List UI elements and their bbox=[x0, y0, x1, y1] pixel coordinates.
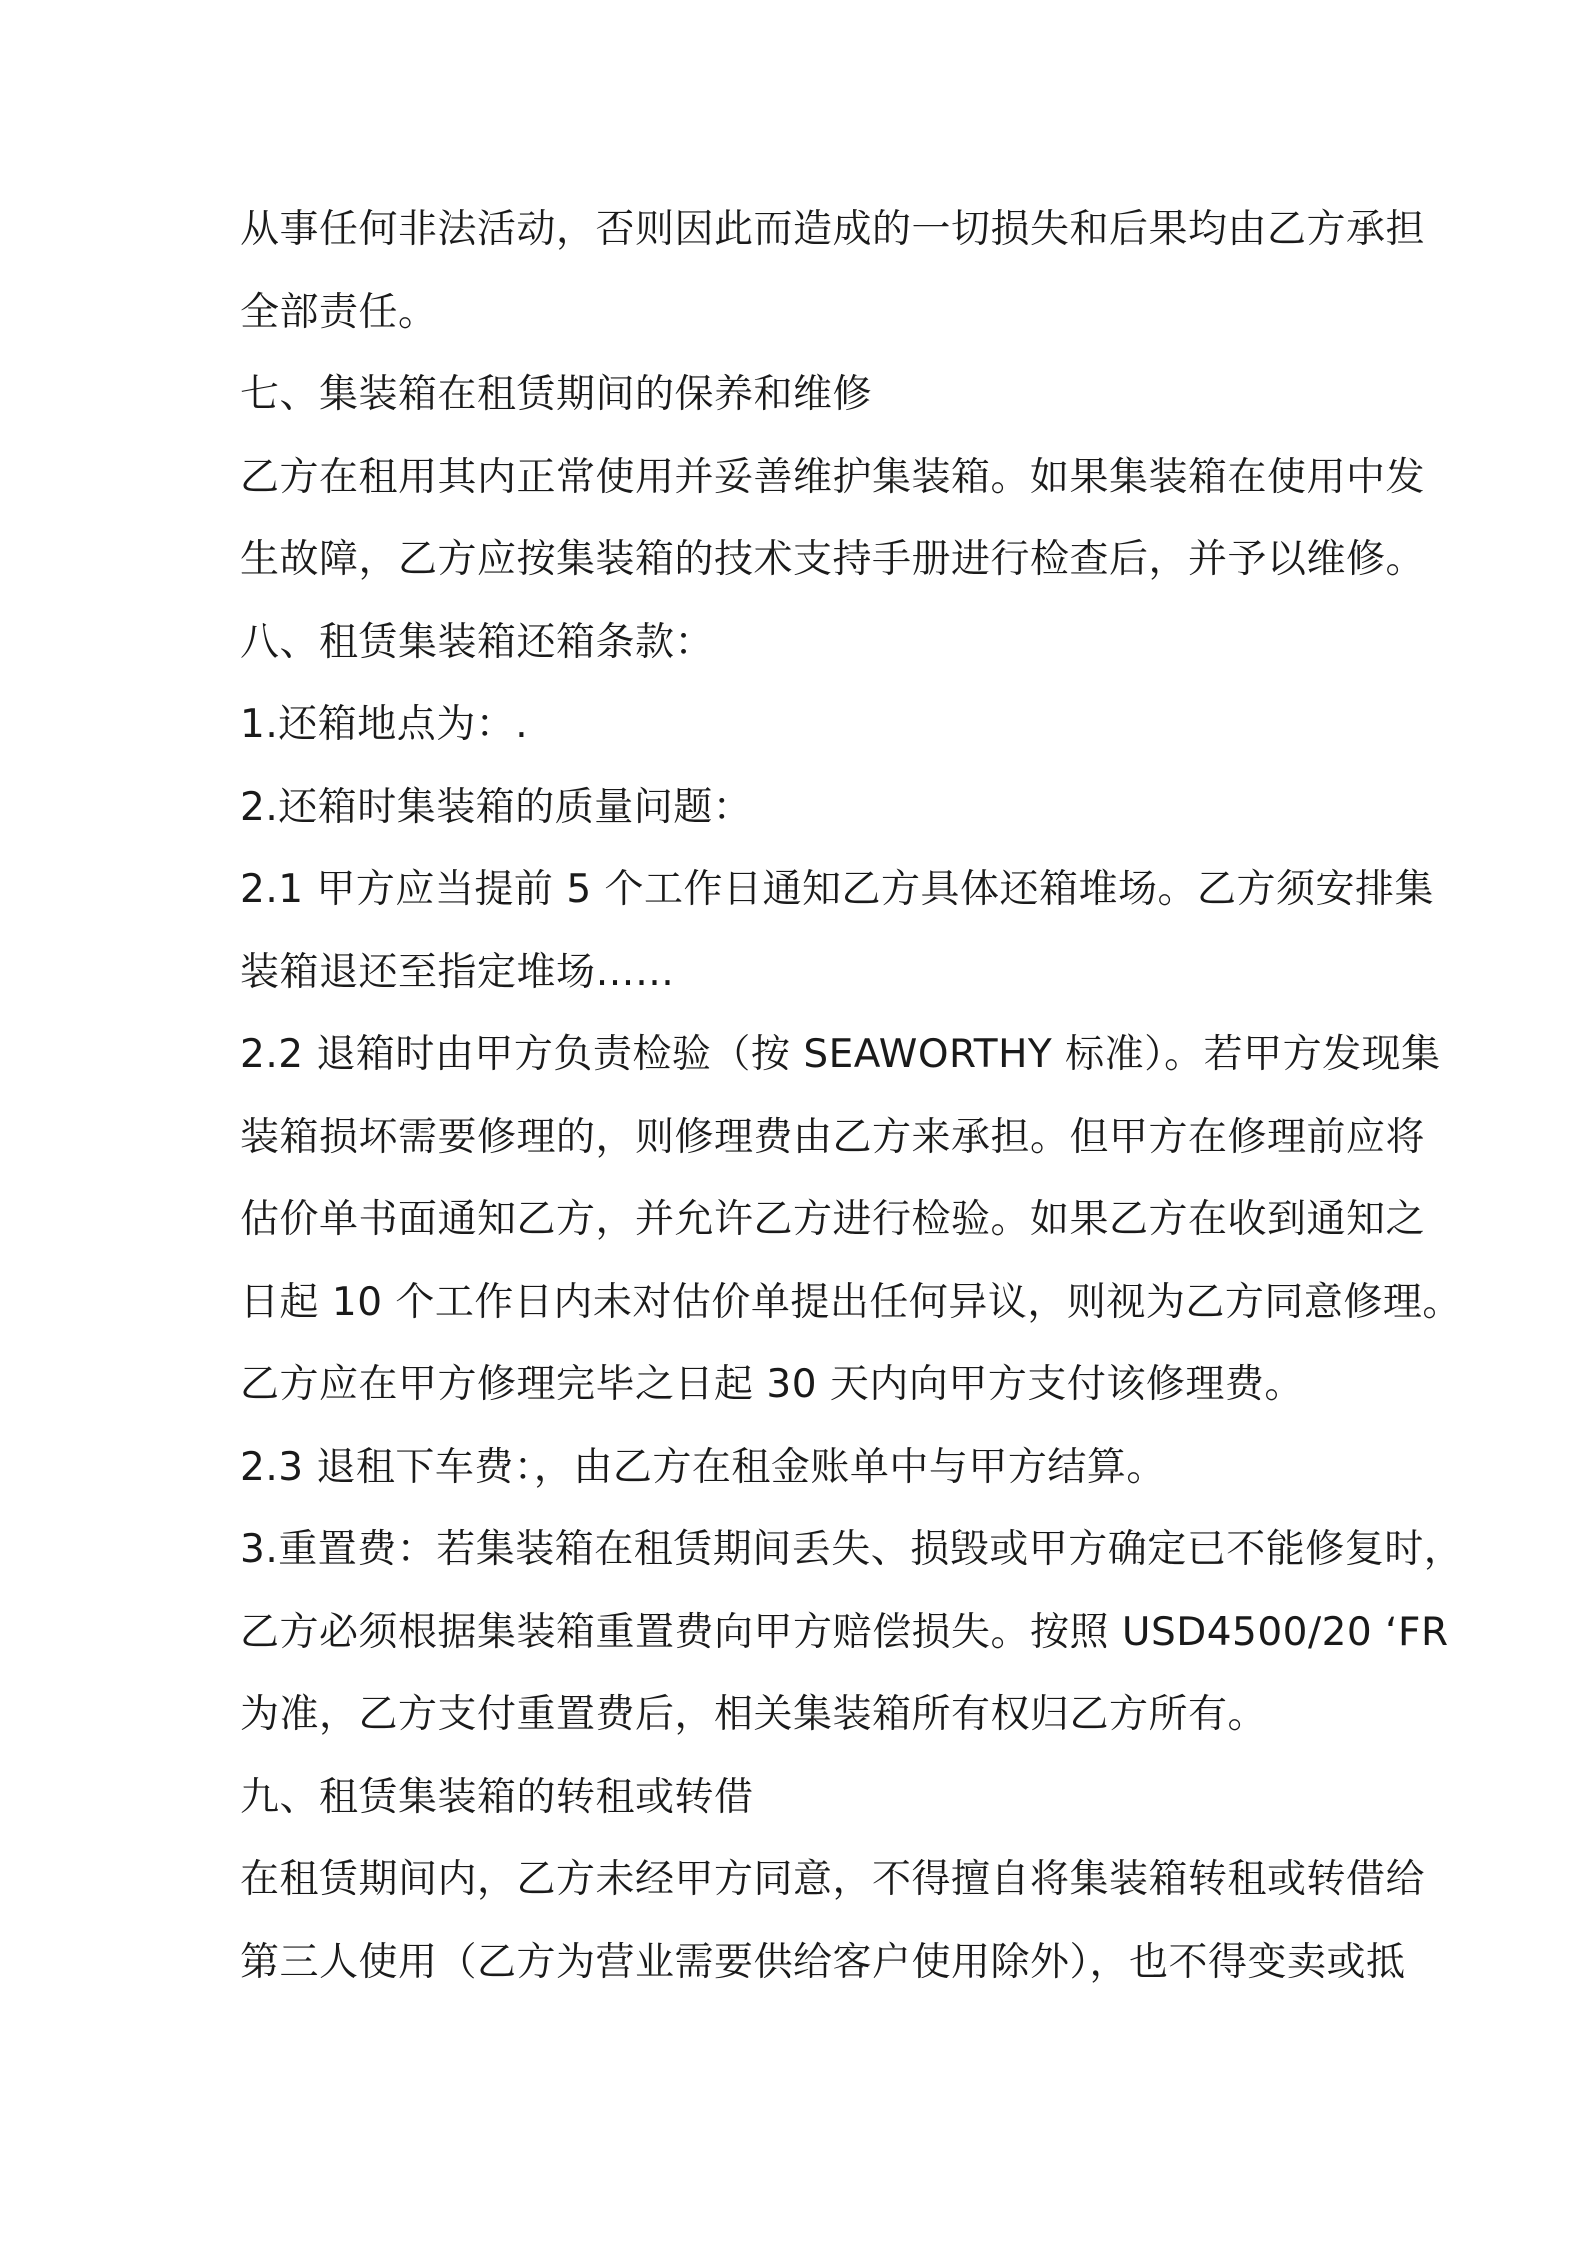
text-line: 乙方在租用其内正常使用并妥善维护集装箱。如果集装箱在使用中发 bbox=[240, 455, 1426, 500]
section-heading: 八、租赁集装箱还箱条款： bbox=[240, 620, 715, 665]
text-line: 装箱损坏需要修理的，则修理费由乙方来承担。但甲方在修理前应将 bbox=[240, 1115, 1426, 1160]
text-line: 2.3 退租下车费：，由乙方在租金账单中与甲方结算。 bbox=[240, 1445, 1166, 1490]
text-line: 为准，乙方支付重置费后，相关集装箱所有权归乙方所有。 bbox=[240, 1692, 1268, 1737]
text-line: 全部责任。 bbox=[240, 290, 438, 335]
text-line: 乙方必须根据集装箱重置费向甲方赔偿损失。按照 USD4500/20 ‘FR bbox=[240, 1610, 1449, 1655]
text-line: 装箱退还至指定堆场…… bbox=[240, 950, 675, 995]
text-line: 日起 10 个工作日内未对估价单提出任何异议，则视为乙方同意修理。 bbox=[240, 1280, 1462, 1325]
text-line: 3.重置费：若集装箱在租赁期间丢失、损毁或甲方确定已不能修复时， bbox=[240, 1527, 1464, 1572]
text-line: 第三人使用（乙方为营业需要供给客户使用除外），也不得变卖或抵 bbox=[240, 1940, 1406, 1985]
text-line: 2.2 退箱时由甲方负责检验（按 SEAWORTHY 标准）。若甲方发现集 bbox=[240, 1032, 1441, 1077]
section-heading: 七、集装箱在租赁期间的保养和维修 bbox=[240, 372, 873, 417]
text-line: 生故障，乙方应按集装箱的技术支持手册进行检查后，并予以维修。 bbox=[240, 537, 1426, 582]
text-line: 估价单书面通知乙方，并允许乙方进行检验。如果乙方在收到通知之 bbox=[240, 1197, 1426, 1242]
text-line: 乙方应在甲方修理完毕之日起 30 天内向甲方支付该修理费。 bbox=[240, 1362, 1304, 1407]
text-line: 1.还箱地点为：. bbox=[240, 702, 529, 747]
text-line: 2.还箱时集装箱的质量问题： bbox=[240, 785, 753, 830]
text-line: 2.1 甲方应当提前 5 个工作日通知乙方具体还箱堆场。乙方须安排集 bbox=[240, 867, 1435, 912]
text-line: 从事任何非法活动，否则因此而造成的一切损失和后果均由乙方承担 bbox=[240, 207, 1426, 252]
text-line: 在租赁期间内，乙方未经甲方同意，不得擅自将集装箱转租或转借给 bbox=[240, 1857, 1426, 1902]
section-heading: 九、租赁集装箱的转租或转借 bbox=[240, 1775, 754, 1820]
